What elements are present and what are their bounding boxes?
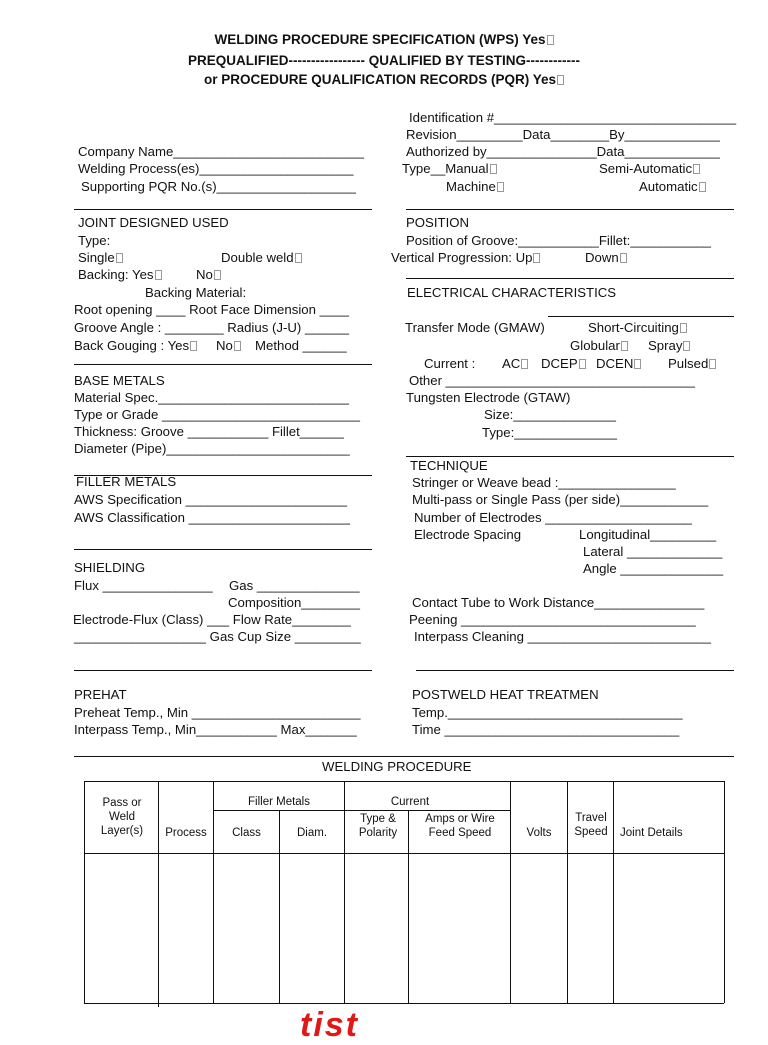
interpass-cleaning-field[interactable]: Interpass Cleaning _________________________ — [414, 629, 711, 644]
ac-option: AC — [502, 356, 528, 372]
type-automatic: Automatic — [639, 179, 706, 195]
composition-field[interactable]: Composition________ — [228, 595, 360, 610]
gas-cup-field[interactable]: __________________ Gas Cup Size _________ — [74, 629, 361, 644]
electrical-title: ELECTRICAL CHARACTERISTICS — [407, 285, 617, 300]
stringer-field[interactable]: Stringer or Weave bead :________________ — [412, 475, 676, 490]
back-gouging-yes: Back Gouging : Yes — [74, 338, 197, 354]
transfer-mode-label: Transfer Mode (GMAW) — [405, 320, 545, 335]
interpass-temp-field[interactable]: Interpass Temp., Min___________ Max_______ — [74, 722, 357, 737]
preheat-title: PREHAT — [74, 687, 127, 702]
col-travel-header: Travel Speed — [574, 812, 608, 838]
gouging-method-field[interactable]: Method ______ — [255, 338, 347, 353]
type-grade-field[interactable]: Type or Grade ___________________________ — [74, 407, 360, 422]
divider — [406, 456, 734, 457]
double-option: Double weld — [221, 250, 302, 266]
dcen-option: DCEN — [596, 356, 641, 372]
backing-material-label: Backing Material: — [145, 285, 247, 300]
automatic-checkbox[interactable] — [699, 182, 706, 192]
down-checkbox[interactable] — [620, 253, 627, 263]
pulsed-checkbox[interactable] — [709, 359, 716, 369]
spray-checkbox[interactable] — [683, 341, 690, 351]
qualification-line: PREQUALIFIED----------------- QUALIFIED BY TESTING------------ — [188, 53, 580, 68]
dcep-option: DCEP — [541, 356, 586, 372]
col-process-header: Process — [165, 827, 207, 839]
technique-title: TECHNIQUE — [410, 458, 488, 473]
aws-class-field[interactable]: AWS Classification ______________________ — [74, 510, 350, 525]
pqr-yes-checkbox[interactable] — [557, 75, 564, 85]
double-checkbox[interactable] — [295, 253, 302, 263]
globular-option: Globular — [570, 338, 628, 354]
globular-checkbox[interactable] — [621, 341, 628, 351]
groove-angle-field[interactable]: Groove Angle : ________ Radius (J-U) ______ — [74, 320, 349, 335]
dcep-checkbox[interactable] — [579, 359, 586, 369]
spray-option: Spray — [648, 338, 690, 354]
gouging-yes-checkbox[interactable] — [190, 341, 197, 351]
thickness-field[interactable]: Thickness: Groove ___________ Fillet______ — [74, 424, 344, 439]
watermark-logo: tist — [300, 1006, 359, 1044]
tungsten-size-field[interactable]: Size:______________ — [484, 407, 616, 422]
single-checkbox[interactable] — [116, 253, 123, 263]
tungsten-label: Tungsten Electrode (GTAW) — [406, 390, 571, 405]
longitudinal-field[interactable]: Longitudinal_________ — [579, 527, 717, 542]
divider — [74, 364, 372, 365]
position-title: POSITION — [406, 215, 470, 230]
electrode-flux-field[interactable]: Electrode-Flux (Class) ___ Flow Rate________ — [73, 612, 351, 627]
vertical-up: Vertical Progression: Up — [391, 250, 540, 266]
divider — [406, 209, 734, 210]
material-spec-field[interactable]: Material Spec.__________________________ — [74, 390, 349, 405]
col-pass-header: Pass or Weld Layer(s) — [100, 797, 144, 837]
col-diam-header: Diam. — [296, 827, 328, 839]
divider — [74, 549, 372, 550]
short-circuiting-option: Short-Circuiting — [588, 320, 687, 336]
multipass-field[interactable]: Multi-pass or Single Pass (per side)____________ — [412, 492, 709, 507]
company-name-field[interactable]: Company Name__________________________ — [78, 144, 364, 159]
preheat-min-field[interactable]: Preheat Temp., Min _______________________ — [74, 705, 361, 720]
current-group-header: Current — [390, 796, 430, 808]
col-amps-header: Amps or Wire Feed Speed — [425, 813, 495, 839]
col-class-header: Class — [232, 827, 261, 839]
filler-group-header: Filler Metals — [248, 796, 310, 808]
revision-field[interactable]: Revision_________Data________By_____________ — [406, 127, 720, 142]
pqr-number-field[interactable]: Supporting PQR No.(s)___________________ — [81, 179, 356, 194]
diameter-field[interactable]: Diameter (Pipe)_________________________ — [74, 441, 350, 456]
type-machine: Machine — [446, 179, 504, 195]
angle-field[interactable]: Angle ______________ — [583, 561, 724, 576]
joint-type-label: Type: — [78, 233, 111, 248]
backing-yes: Backing: Yes — [78, 267, 162, 283]
col-type-header: Type & Polarity — [358, 813, 398, 839]
filler-metals-title: FILLER METALS — [76, 474, 177, 489]
base-metals-title: BASE METALS — [74, 373, 165, 388]
col-volts-header: Volts — [526, 827, 552, 839]
back-gouging-no: No — [216, 338, 241, 354]
pulsed-option: Pulsed — [668, 356, 716, 372]
backing-no: No — [196, 267, 221, 283]
ac-checkbox[interactable] — [521, 359, 528, 369]
procedure-title: WELDING PROCEDURE — [322, 759, 472, 774]
tungsten-type-field[interactable]: Type:______________ — [482, 425, 617, 440]
divider — [406, 278, 734, 279]
peening-field[interactable]: Peening ________________________________ — [409, 612, 696, 627]
divider — [74, 756, 734, 757]
semi-checkbox[interactable] — [693, 164, 700, 174]
machine-checkbox[interactable] — [497, 182, 504, 192]
col-joint-header: Joint Details — [620, 827, 683, 839]
flux-field[interactable]: Flux _______________ — [74, 578, 213, 593]
divider — [74, 209, 372, 210]
yes-checkbox[interactable] — [547, 35, 554, 45]
divider — [416, 670, 734, 671]
electrodes-field[interactable]: Number of Electrodes ____________________ — [414, 510, 692, 525]
root-opening-field[interactable]: Root opening ____ Root Face Dimension ____ — [74, 302, 349, 317]
welding-process-field[interactable]: Welding Process(es)_____________________ — [78, 161, 354, 176]
pqr-line: or PROCEDURE QUALIFICATION RECORDS (PQR) Yes — [0, 72, 768, 88]
shielding-title: SHIELDING — [74, 560, 146, 575]
divider — [548, 316, 734, 317]
pwht-temp-field[interactable]: Temp.________________________________ — [412, 705, 683, 720]
joint-title: JOINT DESIGNED USED — [78, 215, 229, 230]
pwht-time-field[interactable]: Time ________________________________ — [412, 722, 680, 737]
identification-field[interactable]: Identification #_________________________________ — [409, 110, 737, 125]
lateral-field[interactable]: Lateral _____________ — [583, 544, 723, 559]
position-groove-field[interactable]: Position of Groove:___________Fillet:___________ — [406, 233, 712, 248]
form-title: WELDING PROCEDURE SPECIFICATION (WPS) Yes — [0, 32, 768, 48]
dcen-checkbox[interactable] — [634, 359, 641, 369]
gas-field[interactable]: Gas ______________ — [229, 578, 360, 593]
electrode-spacing-label: Electrode Spacing — [414, 527, 522, 542]
type-manual: Type__Manual — [402, 161, 497, 177]
other-field[interactable]: Other __________________________________ — [409, 373, 696, 388]
pwht-title: POSTWELD HEAT TREATMEN — [412, 687, 599, 702]
authorized-field[interactable]: Authorized by_______________Data_____________ — [406, 144, 720, 159]
contact-tube-field[interactable]: Contact Tube to Work Distance_______________ — [412, 595, 705, 610]
vertical-down: Down — [585, 250, 627, 266]
backing-no-checkbox[interactable] — [214, 270, 221, 280]
divider — [74, 670, 372, 671]
short-checkbox[interactable] — [680, 323, 687, 333]
backing-yes-checkbox[interactable] — [155, 270, 162, 280]
aws-spec-field[interactable]: AWS Specification ______________________ — [74, 492, 348, 507]
current-label: Current : — [424, 356, 476, 371]
type-semi: Semi-Automatic — [599, 161, 700, 177]
gouging-no-checkbox[interactable] — [234, 341, 241, 351]
up-checkbox[interactable] — [533, 253, 540, 263]
single-option: Single — [78, 250, 123, 266]
manual-checkbox[interactable] — [490, 164, 497, 174]
